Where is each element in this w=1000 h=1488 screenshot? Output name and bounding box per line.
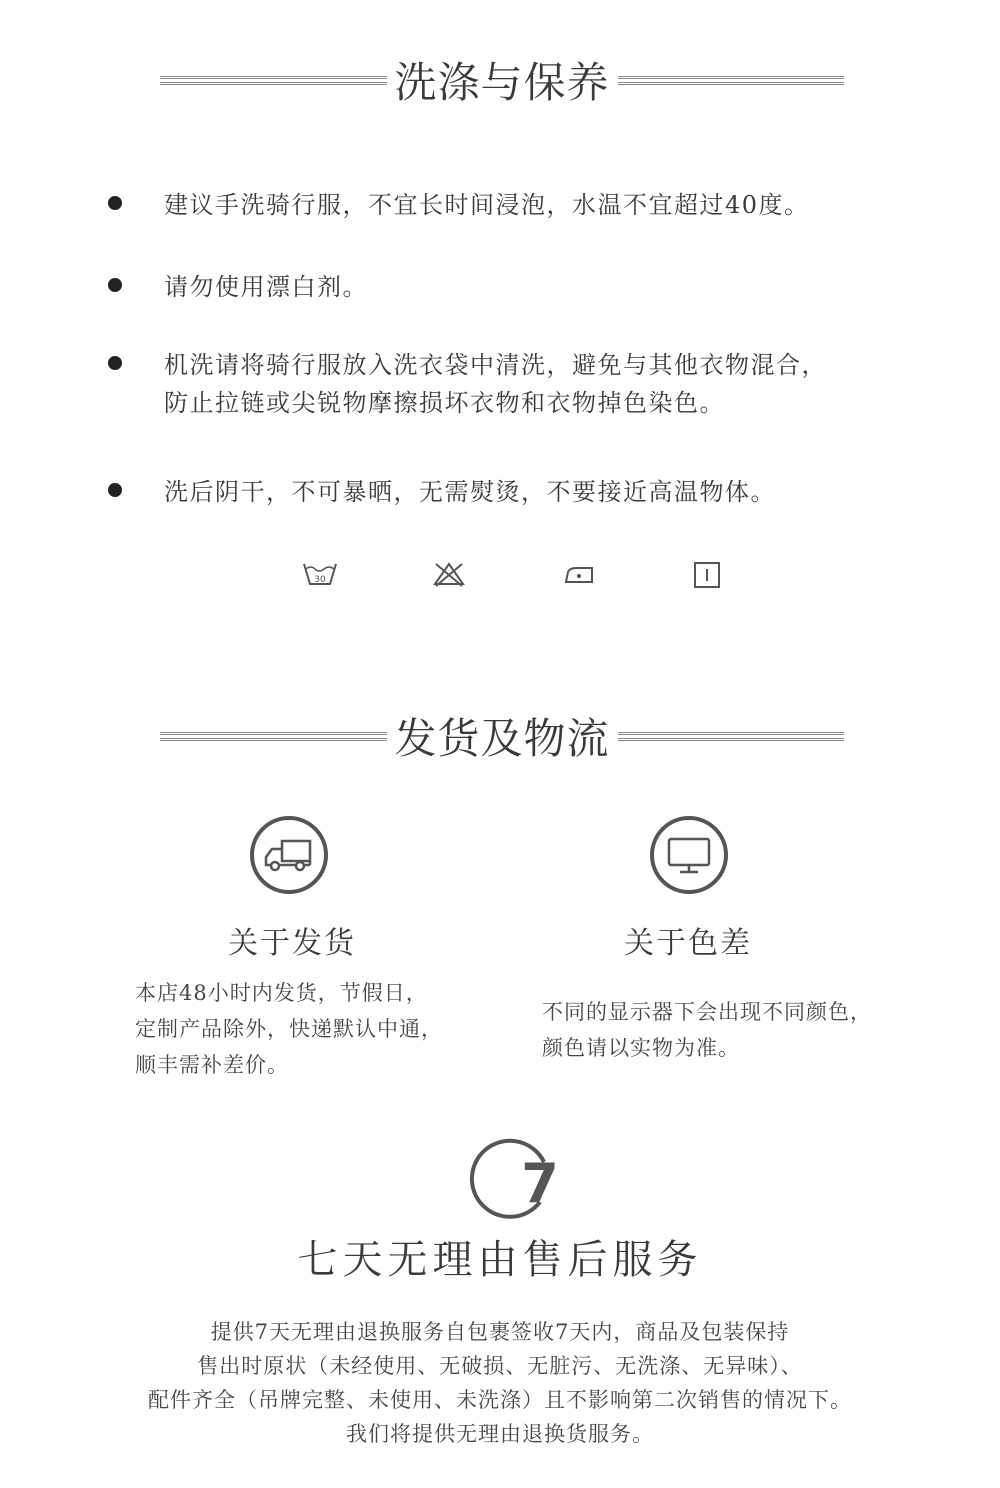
care-item <box>108 186 898 224</box>
care-symbols <box>0 560 1000 600</box>
color-line: 不同的显示器下会出现不同颜色， <box>542 1000 872 1024</box>
service-line: 提供7天无理由退换服务自包裹签收7天内，商品及包装保持 <box>210 1320 790 1344</box>
truck-icon <box>250 816 328 894</box>
care-item-text: 建议手洗骑行服，不宜长时间浸泡，水温不宜超过40度。 <box>164 191 810 219</box>
bullet-icon <box>108 278 122 292</box>
header-rule-right <box>618 76 845 85</box>
bullet-icon <box>108 356 122 370</box>
seven-day-badge <box>466 1138 566 1228</box>
care-item <box>108 268 898 306</box>
wash-30-icon <box>302 560 338 592</box>
bullet-icon <box>108 196 122 210</box>
tumble-dry-icon <box>692 560 722 594</box>
delivery-line: 定制产品除外，快递默认中通， <box>135 1017 443 1041</box>
delivery-line: 本店48小时内发货，节假日， <box>135 981 428 1005</box>
care-item-text: 机洗请将骑行服放入洗衣袋中清洗，避免与其他衣物混合， <box>164 351 827 379</box>
header-rule-right <box>618 732 845 741</box>
header-rule-left <box>160 76 387 85</box>
care-item <box>108 346 898 422</box>
care-item <box>108 473 898 511</box>
service-title: 七天无理由售后服务 <box>297 1237 703 1283</box>
care-item-text: 洗后阴干，不可暴晒，无需熨烫，不要接近高温物体。 <box>164 478 776 506</box>
color-body <box>542 994 872 1066</box>
monitor-icon <box>650 816 728 894</box>
delivery-body <box>135 975 443 1083</box>
wash-temp-label: 30 <box>314 575 326 585</box>
shipping-section-title: 发货及物流 <box>394 714 610 763</box>
care-section-header <box>160 50 844 110</box>
color-title: 关于色差 <box>624 926 752 961</box>
delivery-title: 关于发货 <box>228 926 356 961</box>
color-line: 颜色请以实物为准。 <box>542 1036 740 1060</box>
bullet-icon <box>108 483 122 497</box>
no-bleach-icon <box>432 560 466 592</box>
care-item-text: 请勿使用漂白剂。 <box>164 273 368 301</box>
care-item-text: 防止拉链或尖锐物摩擦损坏衣物和衣物掉色染色。 <box>164 389 725 417</box>
service-body <box>0 1315 1000 1451</box>
shipping-section-header <box>160 706 844 766</box>
header-rule-left <box>160 732 387 741</box>
service-line: 配件齐全（吊牌完整、未使用、未洗涤）且不影响第二次销售的情况下。 <box>148 1388 852 1412</box>
service-line: 我们将提供无理由退换货服务。 <box>346 1422 654 1446</box>
service-line: 售出时原状（未经使用、无破损、无脏污、无洗涤、无异味）、 <box>197 1354 803 1378</box>
iron-icon <box>562 560 596 592</box>
delivery-line: 顺丰需补差价。 <box>135 1053 289 1077</box>
seven-day-number: 7 <box>521 1152 559 1215</box>
care-section-title: 洗涤与保养 <box>394 58 610 107</box>
